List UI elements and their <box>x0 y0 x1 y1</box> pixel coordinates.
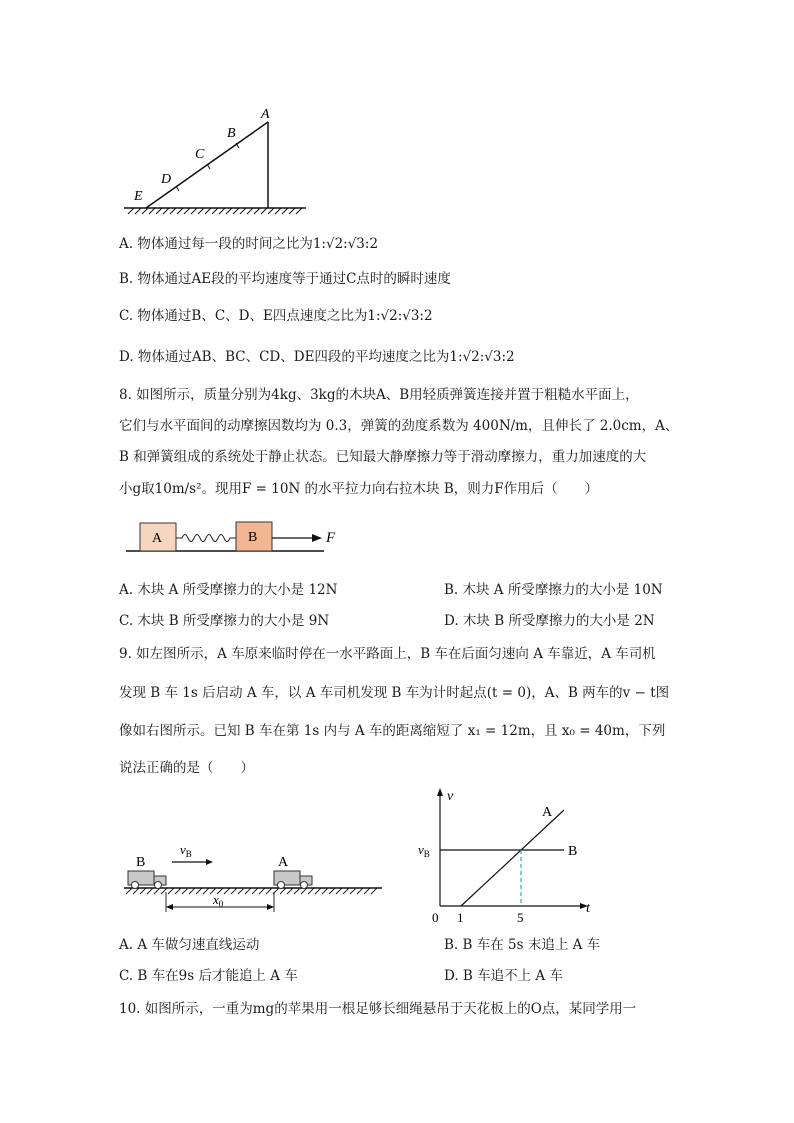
t5-tick-label: 5 <box>517 910 524 925</box>
q7-option-d: D. 物体通过AB、BC、CD、DE四段的平均速度之比为1:√2:√3:2 <box>119 349 515 365</box>
cars-road-figure <box>120 838 386 918</box>
origin-label: 0 <box>432 910 439 925</box>
q9-option-b: B. B 车在 5s 末追上 A 车 <box>444 937 601 953</box>
line-a <box>461 810 564 906</box>
q9-stem-line-4: 说法正确的是（ ） <box>119 760 254 776</box>
vb-tick-label: $v_B$ <box>418 842 430 859</box>
line-a-label: A <box>542 805 553 820</box>
point-label-e: E <box>134 189 143 204</box>
v-axis-label: v <box>447 789 454 804</box>
point-label-a: A <box>261 107 270 122</box>
force-label: F <box>326 530 336 546</box>
block-b-label: B <box>248 530 258 545</box>
q9-stem-line-3: 像如右图所示。已知 B 车在第 1s 内与 A 车的距离缩短了 x₁ = 12m，且 x₀ = 40m，下列 <box>119 723 666 739</box>
q8-option-b: B. 木块 A 所受摩擦力的大小是 10N <box>444 582 663 598</box>
spring <box>176 535 236 542</box>
point-label-c: C <box>195 147 205 162</box>
q9-stem-line-1: 9. 如左图所示，A 车原来临时停在一水平路面上，B 车在后面匀速向 A 车靠近，A 车司机 <box>119 646 656 662</box>
line-b-label: B <box>568 844 578 859</box>
q10-stem-line-1: 10. 如图所示，一重为mg的苹果用一根足够长细绳悬吊于天花板上的O点，某同学用一 <box>119 1001 637 1017</box>
vb-label: $v_B$ <box>180 842 192 859</box>
t1-tick-label: 1 <box>457 910 464 925</box>
q9-option-c: C. B 车在9s 后才能追上 A 车 <box>119 968 298 984</box>
q7-option-a: A. 物体通过每一段的时间之比为1:√2:√3:2 <box>119 236 379 252</box>
car-a <box>274 871 312 889</box>
q8-option-c: C. 木块 B 所受摩擦力的大小是 9N <box>119 613 330 629</box>
x0-label: $x_0$ <box>213 892 224 909</box>
t-axis-label: t <box>586 901 590 916</box>
q7-option-b: B. 物体通过AE段的平均速度等于通过C点时的瞬时速度 <box>119 271 451 287</box>
q9-stem-line-2: 发现 B 车 1s 后启动 A 车，以 A 车司机发现 B 车为计时起点(t = 0)，A、B 两车的v − t图 <box>119 685 670 701</box>
q8-option-d: D. 木块 B 所受摩擦力的大小是 2N <box>444 613 655 629</box>
q8-stem-line-1: 8. 如图所示，质量分别为4kg、3kg的木块A、B用轻质弹簧连接并置于粗糙水平面上， <box>119 387 639 403</box>
q7-option-c: C. 物体通过B、C、D、E四点速度之比为1:√2:√3:2 <box>119 308 433 324</box>
point-label-d: D <box>161 172 172 187</box>
q9-option-d: D. B 车追不上 A 车 <box>444 968 563 984</box>
block-a-label: A <box>152 531 163 546</box>
incline-figure <box>118 100 318 218</box>
q8-stem-line-3: B 和弹簧组成的系统处于静止状态。已知最大静摩擦力等于滑动摩擦力，重力加速度的大 <box>119 449 647 465</box>
v-t-graph <box>416 784 596 926</box>
q8-option-a: A. 木块 A 所受摩擦力的大小是 12N <box>119 582 338 598</box>
q8-stem-line-4: 小g取10m/s²。现用F = 10N 的水平拉力向右拉木块 B，则力F作用后（ ） <box>119 481 599 497</box>
car-b-label: B <box>136 855 146 870</box>
point-label-b: B <box>227 126 236 141</box>
blocks-spring-figure <box>124 518 344 558</box>
q9-option-a: A. A 车做匀速直线运动 <box>119 937 260 953</box>
car-a-label: A <box>278 855 289 870</box>
car-b <box>128 871 166 889</box>
q8-stem-line-2: 它们与水平面间的动摩擦因数均为 0.3，弹簧的劲度系数为 400N/m，且伸长了 2.0cm，A、 <box>119 418 679 434</box>
